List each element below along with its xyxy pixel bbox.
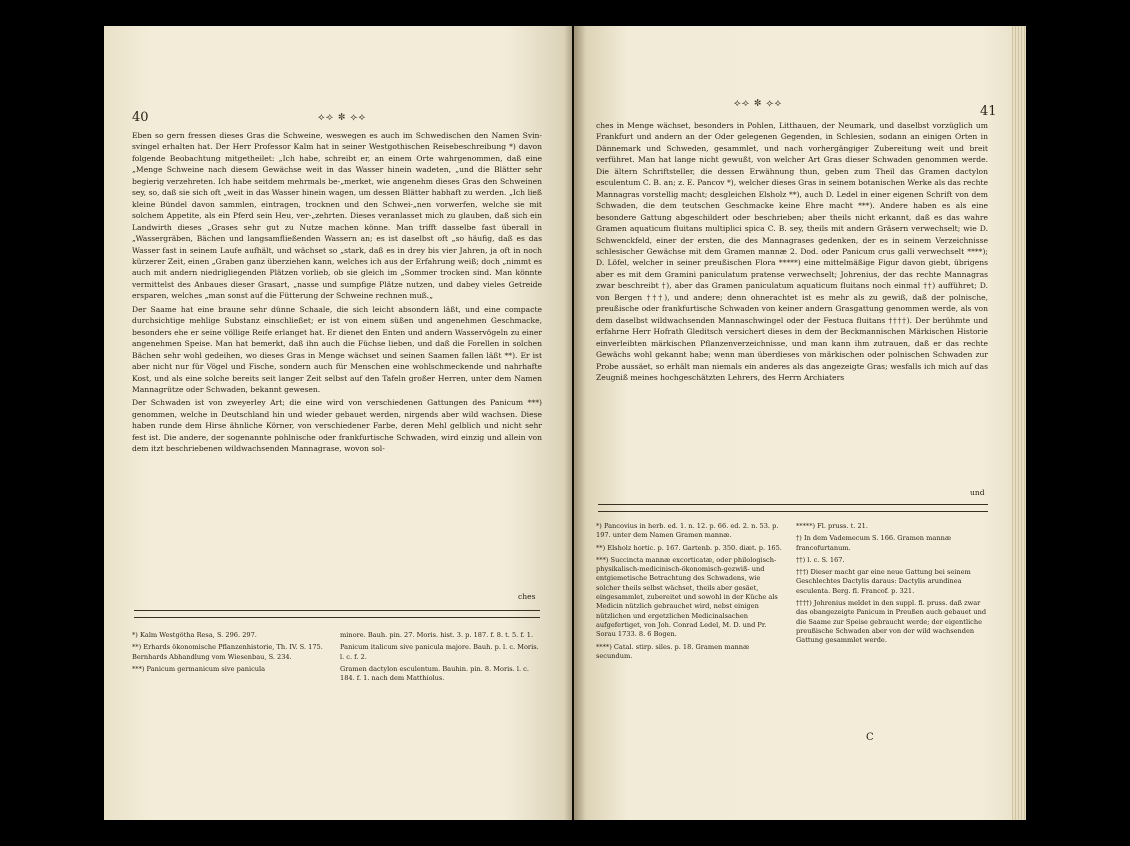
main-text <box>596 120 988 385</box>
page-number: 41 <box>980 104 997 119</box>
catchword: und <box>970 488 985 497</box>
footnote-divider <box>598 504 988 512</box>
main-text <box>132 130 542 457</box>
open-book <box>104 26 1026 820</box>
footnote: *****) Fl. pruss. t. 21. <box>796 522 868 530</box>
footnotes-column-2 <box>340 631 540 686</box>
footnote: minore. Bauh. pin. 27. Moris. hist. 3. p. 187. f. 8. t. 5. f. 1. <box>340 631 534 639</box>
footnote: †††) Dieser macht gar eine neue Gattung bei seinem Geschlechtes Dactylis daraus: Dactylis arundinea esculenta. Berg. fl. Francof. p. 321. <box>796 568 971 595</box>
footnote-divider <box>134 610 540 618</box>
footnote: †) In dem Vademecum S. 166. Gramen mannæ francofurtanum. <box>796 534 952 552</box>
footnote: Gramen dactylon esculentum. Bauhin. pin. 8. Moris. l. c. 184. f. 1. nach dem Matthiolus. <box>340 664 529 683</box>
footnote: *) Pancovius in herb. ed. 1. n. 12. p. 66. ed. 2. n. 53. p. 197. unter dem Namen Gramen mannæ. <box>596 522 779 540</box>
footnote: ††) l. c. S. 167. <box>796 555 845 564</box>
footnote: **) Erhards ökonomische Pflanzenhistorie, Th. IV. S. 175. Bernhards Abhandlung vom Wiesenbau, S. 234. <box>132 643 323 661</box>
footnote: Panicum italicum sive panicula majore. Bauh. p. l. c. Moris. l. c. f. 2. <box>340 643 539 661</box>
footnote: **) Elsholz hortic. p. 167. Gartenb. p. 350. diæt. p. 165. <box>596 543 782 552</box>
right-page <box>574 26 1026 820</box>
page-number: 40 <box>132 110 149 125</box>
book-gutter <box>564 26 586 820</box>
paragraph: Eben so gern fressen dieses Gras die Schweine, weswegen es auch im Schwedischen den Namen Svin-svingel erhalten hat. Der Herr Professor Kalm hat in seiner Westgothischen Reisebeschreibung *) davon folgende Beobachtung mitgetheilet: „Ich habe, schreibt er, an einem Orte wahrgenommen, daß eine „Menge Schweine nach diesem Gewächse weit in das Wasser hinein wadeten, „und die Blätter sehr begierig verzehreten. Ich habe seitdem mehrmals be-„merket, wie angenehm dieses Gras den Schweinen sey, so, daß sie sich oft „weit in das Wasser hinein wagen, um dessen Blätter habhaft zu werden. „Ich ließ kleine Bündel davon sammlen, eintragen, trocknen und den Schwei-„nen vorwerfen, welche sie mit solchem Appetite, als ein Pferd sein Heu, ver-„zehrten. Dieses veranlasset mich zu glauben, daß sich ein Landwirth dieses „Grases sehr gut zu Nutze machen könne. Man trifft dasselbe fast überall in „Wassergräben, Bächen und langsamfließenden Wassern an; es ist daselbst oft „so häufig, daß es das Wasser fast in seinem Laufe aufhält, und wächset so „stark, daß es in drey bis vier Jahren, ja oft in noch kürzerer Zeit, einen „Graben ganz überziehen kann, welches ich aus der Erfahrung weiß; doch „nimmt es auch mit andern niedrigliegenden Plätzen vorlieb, ob sie gleich im „Sommer trocken sind. Man könnte vermittelst des Anbaues dieser Grasart, „nasse und sumpfige Plätze nutzen, und dabey vieles Getreide ersparen, welches „man sonst auf die Fütterung der Schweine rechnen muß.„ <box>132 131 542 301</box>
footnotes-column-1 <box>132 631 328 677</box>
footnote: ††††) Johrenius meldet in den suppl. fl. pruss. daß zwar das obangezeigte Panicum in Preußen auch gebauet und die Saame zur Speise gebraucht werde; der eigentliche preußische Schwaden aber von der wild wachsenden Gattung gesammlet werde. <box>796 599 987 645</box>
left-page <box>104 26 572 820</box>
footnotes-column-2 <box>796 522 990 649</box>
footnote: ***) Panicum germanicum sive panicula <box>132 664 266 673</box>
page-edge <box>1012 26 1026 820</box>
footnotes-column-1 <box>596 522 782 664</box>
footnote: *) Kalm Westgötha Resa, S. 296. 297. <box>132 631 257 639</box>
catchword: ches <box>518 592 536 601</box>
paragraph: ches in Menge wächset, besonders in Pohlen, Litthauen, der Neumark, und daselbst vorzüglich um Frankfurt und andern an der Oder gelegenen Gegenden, in Schlesien, sodann an einigen Orten in Dännemark und Schweden, gesammlet, und nach vorhergängiger Zubereitung weit und breit verführet. Man hat lange nicht gewußt, von welcher Art Gras dieser Schwaden genommen werde. Die ältern Schriftsteller, die dessen Erwähnung thun, geben zum Theil das Gramen dactylon esculentum C. B. an; z. E. Pancov *), welcher dieses Gras in seinem botanischen Werke als das rechte Mannagras vorstellig macht; desgleichen Elsholz **), auch D. Ledel in einer eigenen Schrift von dem Schwaden, die dem teutschen Geschmacke keine Ehre macht ***). Andere haben es als eine besondere Gattung abgeschildert oder beschrieben; aber theils nicht erkannt, daß es das wahre Gramen aquaticum fluitans multiplici spica C. B. sey, theils mit andern Gräsern verwechselt; wie D. Schwenckfeld, einer der ersten, die des Mannagrases gedenken, der es in seinem Verzeichnisse schlesischer Gewächse mit dem Gramen mannæ 2. Dod. oder Panicum crus galli verwechselt ****); D. Löfel, welcher in seiner preußischen Flora *****) eine mittelmäßige Figur davon giebt, übrigens aber es mit dem Gramini paniculatum pratense verwechselt; Johrenius, der das rechte Mannagras zwar beschreibt †), aber das Gramen paniculatum aquaticum fluitans noch einmal ††) aufführet; D. von Bergen †††), und andere; denn ohnerachtet ist es mehr als zu gewiß, daß der polnische, preußische oder frankfurtische Schwaden von keiner andern Grasgattung genommen werde, als von dem daselbst wildwachsenden Mannaschwingel oder der Festuca fluitans ††††). Der berühmte und erfahrne Herr Hofrath Gleditsch versichert dieses in dem der Beckmannischen Märkischen Historie einverleibten märkischen Pflanzenverzeichnisse, und man kann ihm zutrauen, daß er das rechte Gewächs wohl gekannt habe; wenn man überdieses von märkischen oder polnischen Schwaden zur Probe aussäet, so erhält man niemals ein anderes als das angezeigte Gras; wesfalls ich mich auf das Zeugniß meines hochgeschätzten Lehrers, des Herrn Archiaters <box>596 121 989 382</box>
header-ornament: ⟡⟢ ✽ ⟣⟡ <box>318 112 367 123</box>
paragraph: Der Saame hat eine braune sehr dünne Schaale, die sich leicht absondern läßt, und eine compacte durchsichtige mehlige Substanz einschließet; er ist von einem süßen und angenehmen Geschmacke, besonders ehe er seine völlige Reife erlanget hat. Er dienet den Enten und andern Wasservögeln zu einer angenehmen Speise. Man hat bemerkt, daß ihn auch die Füchse lieben, und daß die Forellen in solchen Bächen sehr wohl gedeihen, wo dieses Gras in Menge wächset und seinen Saamen fallen läßt **). Er ist aber nicht nur für Vögel und Fische, sondern auch für Menschen eine wohlschmeckende und nahrhafte Kost, und als eine solche bereits seit langer Zeit selbst auf den Tafeln großer Herren, unter dem Namen Mannagrütze oder Schwaden, bekannt gewesen. <box>132 304 542 394</box>
footnote: ***) Succincta mannæ excorticatæ, oder philologisch-physikalisch-medicinisch-ökonomisch-gezwiß- und entgiemetische Betrachtung des Schwadens, wie solcher theils selbst wächset, theils aber gesäet, eingesammlet, zubereitet und sowohl in der Küche als Medicin nützlich gebrauchet wird, nebst einigen nützlichen und ergetzlichen Medicinalsachen aufgefertiget, von Joh. Conrad Ledel, M. D. und Pr. Sorau 1733. 8. 6 Bogen. <box>596 555 778 639</box>
header-ornament: ⟡⟢ ✽ ⟣⟡ <box>734 98 783 109</box>
signature-mark: C <box>866 732 874 743</box>
paragraph: Der Schwaden ist von zweyerley Art; die eine wird von verschiedenen Gattungen des Panicum ***) genommen, welche in Deutschland hin und wieder gebauet werden, nirgends aber wild wachsen. Diese haben runde dem Hirse ähnliche Körner, von verschiedener Farbe, deren Mehl gelblich und nicht sehr fest ist. Die andere, der sogenannte pohlnische oder frankfurtische Schwaden, wird einzig und allein von dem itzt beschriebenen wildwachsenden Mannagrase, wovon sol- <box>132 398 542 454</box>
footnote: ****) Catal. stirp. siles. p. 18. Gramen mannæ secundum. <box>596 642 750 660</box>
